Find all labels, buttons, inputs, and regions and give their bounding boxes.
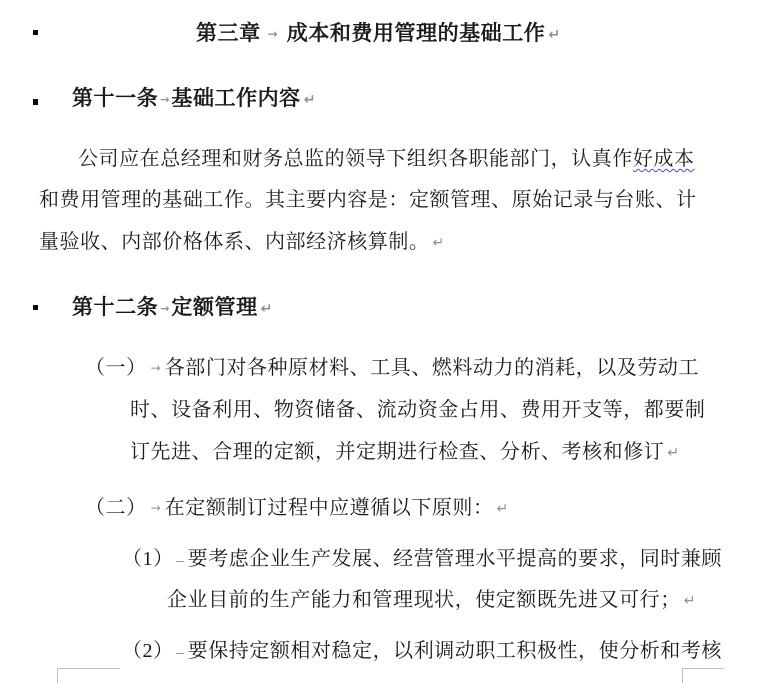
body-text: 订先进、合理的定额，并定期进行检查、分析、考核和修订 <box>130 441 665 463</box>
body-text: 在定额制订过程中应遵循以下原则： <box>164 497 494 519</box>
point-number: （1） <box>122 548 174 570</box>
body-text: 各部门对各种原材料、工具、燃料动力的消耗，以及劳动工 <box>164 357 700 379</box>
tab-mark-icon: → <box>160 93 170 106</box>
page-corner-mark <box>57 668 120 683</box>
tab-mark-icon <box>176 561 184 562</box>
article-11-heading <box>72 86 315 112</box>
body-text: 要保持定额相对稳定，以利调动职工积极性，使分析和考核 <box>187 640 722 662</box>
body-line <box>39 188 697 212</box>
body-text: 公司应在总经理和财务总监的领导下组织各职能部门，认真作 <box>78 148 633 170</box>
chapter-title: 成本和费用管理的基础工作 <box>286 21 546 45</box>
clause-1-line <box>130 440 679 465</box>
paragraph-mark-icon: ↵ <box>683 593 696 609</box>
paragraph-mark-icon: ↵ <box>303 92 316 108</box>
page-corner-mark <box>682 668 724 683</box>
body-line <box>78 147 695 171</box>
list-bullet-icon <box>33 30 38 35</box>
clause-number: （二） <box>85 497 147 519</box>
paragraph-mark-icon: ↵ <box>496 501 509 517</box>
article-title: 定额管理 <box>171 295 258 319</box>
article-number: 第十一条 <box>72 86 159 110</box>
body-text: 企业目前的生产能力和管理现状，使定额既先进又可行； <box>167 589 681 611</box>
tab-mark-icon <box>176 653 184 654</box>
body-text: 和费用管理的基础工作。其主要内容是：定额管理、原始记录与台账、计 <box>39 189 697 211</box>
point-1-line <box>167 588 695 613</box>
tab-mark-icon: → <box>267 27 278 41</box>
point-number: （2） <box>122 640 174 662</box>
point-1-line <box>122 547 722 571</box>
article-number: 第十二条 <box>72 295 159 319</box>
tab-mark-icon: → <box>150 501 161 515</box>
chapter-heading <box>196 21 560 47</box>
clause-number: （一） <box>85 357 147 379</box>
clause-1-line <box>130 398 705 422</box>
article-12-heading <box>72 295 272 321</box>
body-text: 量验收、内部价格体系、内部经济核算制。 <box>39 231 430 253</box>
body-text: 时、设备利用、物资储备、流动资金占用、费用开支等，都要制 <box>130 399 706 421</box>
body-text: 要考虑企业生产发展、经营管理水平提高的要求，同时兼顾 <box>187 548 722 570</box>
tab-mark-icon: → <box>150 361 161 375</box>
paragraph-mark-icon: ↵ <box>432 235 445 251</box>
clause-2-line <box>85 496 508 521</box>
tab-mark-icon: → <box>160 302 170 315</box>
article-title: 基础工作内容 <box>171 86 301 110</box>
spellcheck-wavy-text: 好成本 <box>632 148 695 170</box>
paragraph-mark-icon: ↵ <box>667 445 680 461</box>
point-2-line <box>122 639 722 663</box>
body-line <box>39 230 444 255</box>
paragraph-mark-icon: ↵ <box>548 27 561 43</box>
clause-1-line <box>85 356 699 380</box>
list-bullet-icon <box>33 99 38 105</box>
chapter-number: 第三章 <box>196 21 261 45</box>
list-bullet-icon <box>33 305 38 310</box>
paragraph-mark-icon: ↵ <box>260 301 273 317</box>
